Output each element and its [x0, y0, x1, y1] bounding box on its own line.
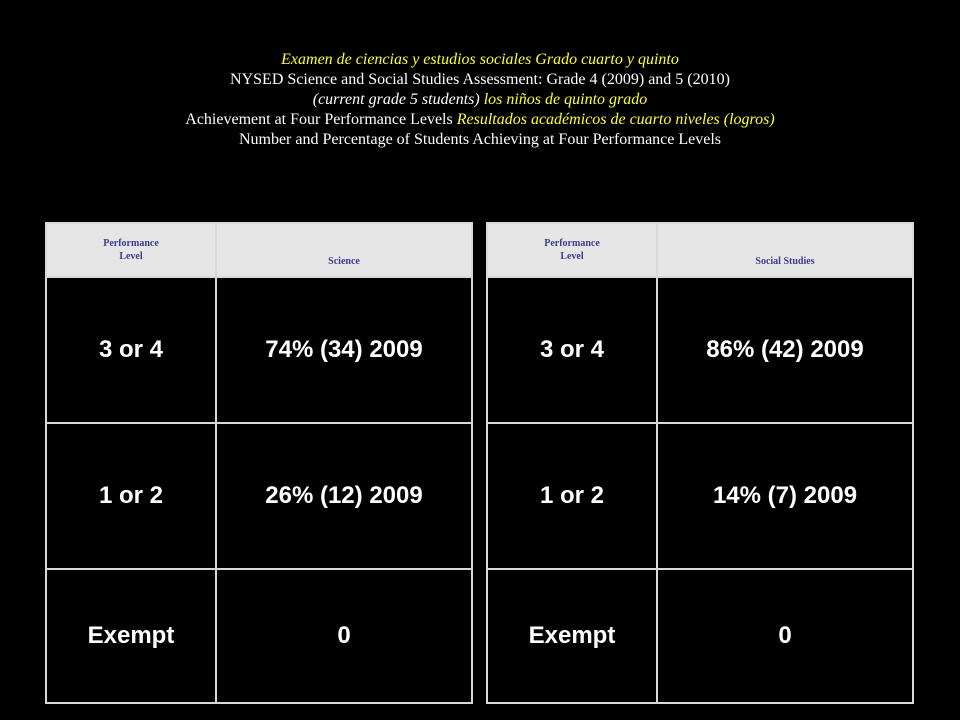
science-value-cell: 0: [216, 569, 472, 703]
header-english-title: NYSED Science and Social Studies Assessment: Grade 4 (2009) and 5 (2010): [230, 71, 730, 88]
table-row: [46, 423, 472, 569]
header-achievement: [0, 110, 960, 130]
science-table: [45, 222, 473, 704]
header-description: Number and Percentage of Students Achieving at Four Performance Levels: [238, 131, 722, 148]
social-level-header-line1: Performance: [544, 238, 600, 249]
science-value-header: Science: [216, 223, 472, 277]
social-level-header: [487, 223, 657, 277]
table-row: [487, 423, 913, 569]
header-achievement-english: Achievement at Four Performance Levels: [185, 111, 457, 128]
science-header-row: [46, 223, 472, 277]
header-subtitle-english: (current grade 5 students): [312, 91, 480, 108]
social-level-cell: Exempt: [487, 569, 657, 703]
table-row: [487, 277, 913, 423]
table-row: [487, 569, 913, 703]
social-value-header: Social Studies: [657, 223, 913, 277]
science-level-cell: 3 or 4: [46, 277, 216, 423]
science-level-cell: Exempt: [46, 569, 216, 703]
social-level-cell: 3 or 4: [487, 277, 657, 423]
science-level-header: [46, 223, 216, 277]
social-level-header-line2: Level: [560, 251, 584, 262]
table-row: [46, 277, 472, 423]
header-subtitle-spanish: los niños de quinto grado: [479, 91, 648, 108]
social-header-row: [487, 223, 913, 277]
social-value-cell: 86% (42) 2009: [657, 277, 913, 423]
science-value-cell: 26% (12) 2009: [216, 423, 472, 569]
table-row: [46, 569, 472, 703]
science-level-header-line1: Performance: [103, 238, 159, 249]
header-achievement-spanish: Resultados académicos de cuarto niveles (logros): [456, 111, 775, 128]
social-value-cell: 14% (7) 2009: [657, 423, 913, 569]
social-studies-table: [486, 222, 914, 704]
header-subtitle: [0, 90, 960, 110]
science-value-cell: 74% (34) 2009: [216, 277, 472, 423]
social-level-cell: 1 or 2: [487, 423, 657, 569]
science-level-header-line2: Level: [119, 251, 143, 262]
social-value-cell: 0: [657, 569, 913, 703]
header-spanish-title: Examen de ciencias y estudios sociales Grado cuarto y quinto: [281, 51, 679, 68]
page-header: [0, 50, 960, 150]
science-level-cell: 1 or 2: [46, 423, 216, 569]
